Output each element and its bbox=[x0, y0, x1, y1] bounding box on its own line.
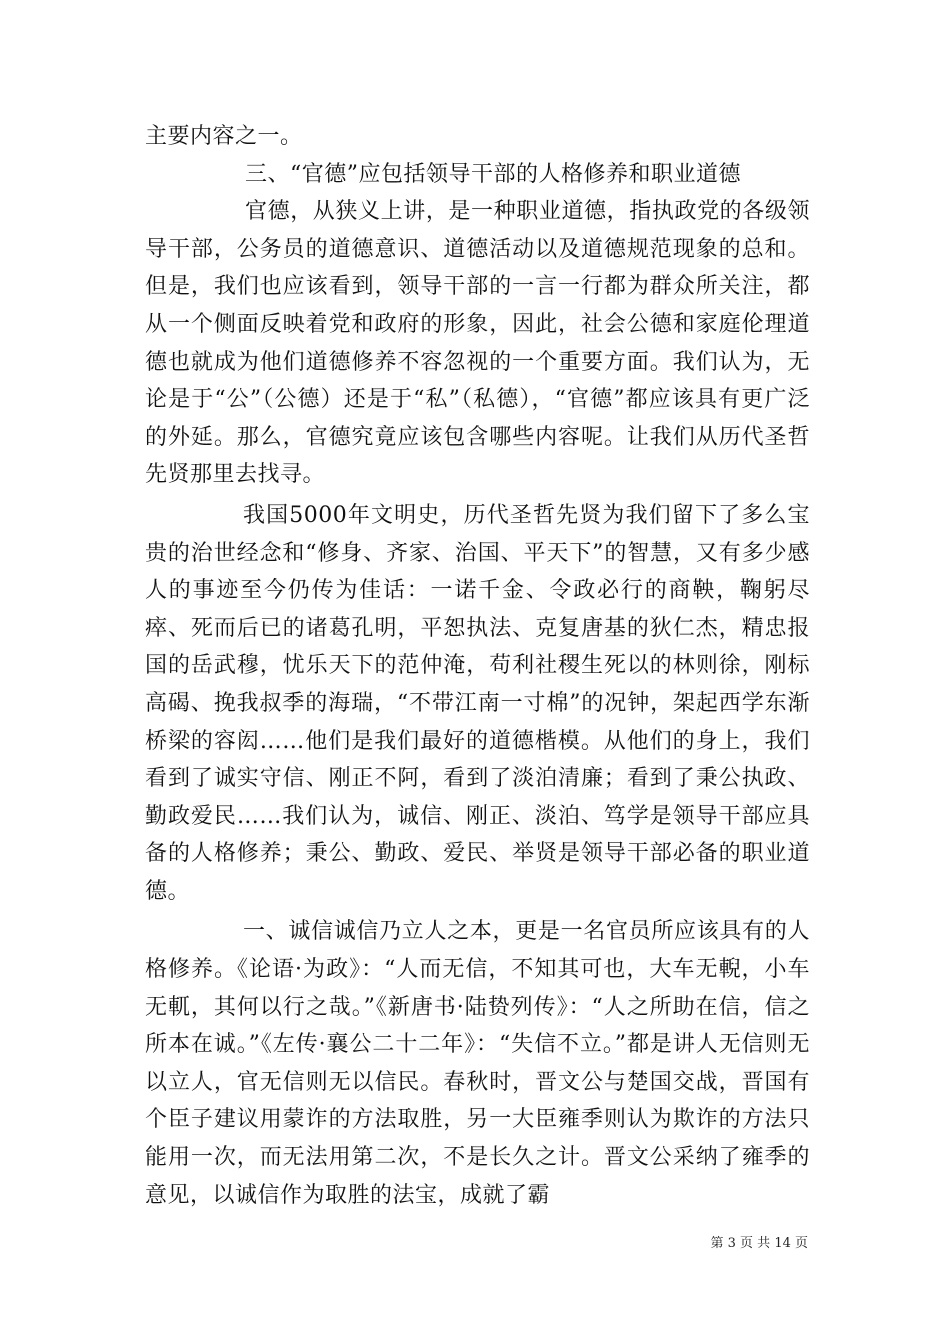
paragraph-integrity: 一、诚信诚信乃立人之本，更是一名官员所应该具有的人格修养。《论语·为政》：“人而无信，不知其可也，大车无輗，小车无軏，其何以行之哉。”《新唐书·陆贽列传》：“人之所助在信，信之所本在诚。”《左传·襄公二十二年》：“失信不立。”都是讲人无信则无以立人，官无信则无以信民。春秋时，晋文公与楚国交战，晋国有个臣子建议用蒙诈的方法取胜，另一大臣雍季则认为欺诈的方法只能用一次，而无法用第二次，不是长久之计。晋文公采纳了雍季的意见，以诚信作为取胜的法宝，成就了霸 bbox=[145, 919, 810, 1208]
paragraph-continuation: 主要内容之一。 bbox=[145, 124, 303, 149]
page-number-footer: 第 3 页 共 14 页 bbox=[710, 1236, 808, 1251]
body-text bbox=[145, 118, 810, 1214]
paragraph-sages: 我国5000年文明史，历代圣哲先贤为我们留下了多么宝贵的治世经念和“修身、齐家、治国、平天下”的智慧，又有多少感人的事迹至今仍传为佳话：一诺千金、令政必行的商鞅，鞠躬尽瘁、死而后已的诸葛孔明，平恕执法、克复唐基的狄仁杰，精忠报国的岳武穆，忧乐天下的范仲淹，苟利社稷生死以的林则徐，刚标高碣、挽我叔季的海瑞，“不带江南一寸棉”的况钟，架起西学东渐桥梁的容闳……他们是我们最好的道德楷模。从他们的身上，我们看到了诚实守信、刚正不阿，看到了淡泊清廉；看到了秉公执政、勤政爱民……我们认为，诚信、刚正、淡泊、笃学是领导干部应具备的人格修养；秉公、勤政、爱民、举贤是领导干部必备的职业道德。 bbox=[145, 502, 810, 904]
section-heading: 三、“官德”应包括领导干部的人格修养和职业道德 bbox=[245, 161, 741, 187]
paragraph-guande-definition: 官德，从狭义上讲，是一种职业道德，指执政党的各级领导干部，公务员的道德意识、道德活动以及道德规范现象的总和。但是，我们也应该看到，领导干部的一言一行都为群众所关注，都从一个侧面反映着党和政府的形象，因此，社会公德和家庭伦理道德也就成为他们道德修养不容忽视的一个重要方面。我们认为，无论是于“公”（公德）还是于“私”（私德），“官德”都应该具有更广泛的外延。那么，官德究竟应该包含哪些内容呢。让我们从历代圣哲先贤那里去找寻。 bbox=[145, 199, 810, 488]
